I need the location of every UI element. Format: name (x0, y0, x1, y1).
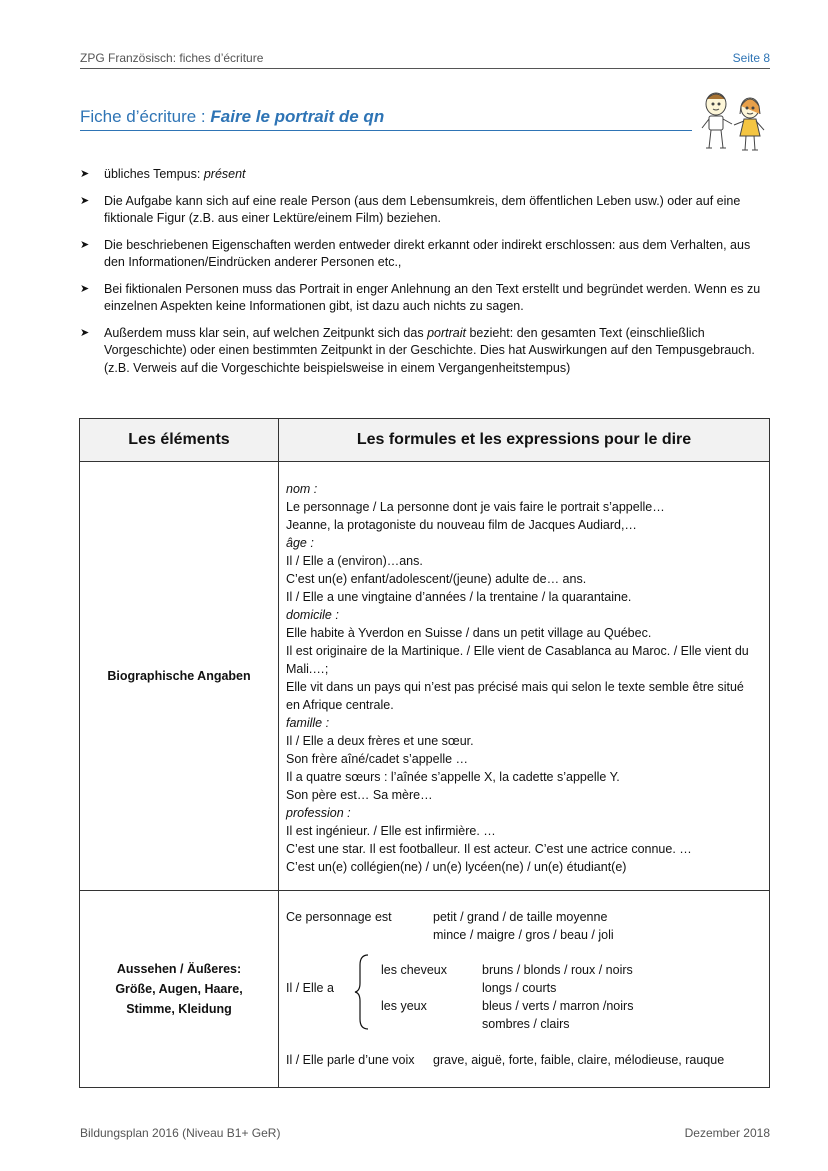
il-elle-a-text: Il / Elle a (286, 981, 334, 995)
expression-line: C’est une star. Il est footballeur. Il est acteur. C’est une actrice connue. … (286, 842, 692, 856)
children-illustration (694, 88, 774, 160)
cheveux-text: les cheveux (381, 963, 448, 977)
expression-line: C’est un(e) collégien(ne) / un(e) lycéen(ne) / un(e) étudiant(e) (286, 860, 627, 874)
eye-adjectives: bleus / verts / marron /noirs (482, 999, 634, 1013)
page-number: Seite 8 (732, 51, 770, 65)
biography-lines (286, 480, 761, 876)
voice-adjectives: grave, aiguë, forte, faible, claire, mélodieuse, rauque (433, 1053, 725, 1067)
title-area (80, 104, 692, 131)
page-footer (80, 1126, 770, 1140)
expression-line: Son père est… Sa mère… (286, 788, 433, 802)
expression-line: Elle habite à Yverdon en Suisse / dans un petit village au Québec. (286, 626, 652, 640)
row-label-biography: Biographische Angaben (80, 462, 279, 891)
list-item: ➤ Die Aufgabe kann sich auf eine reale Person (aus dem Lebensumkreis, dem öffentlichen Leben usw.) oder auf eine fiktionale Figur (z.B. aus einer Lektüre/einem Film) beziehen. (80, 193, 741, 225)
footer-left: Bildungsplan 2016 (Niveau B1+ GeR) (80, 1126, 281, 1140)
arrow-bullet-icon: ➤ (80, 194, 90, 207)
label-line: Größe, Augen, Haare, (115, 982, 243, 996)
footer-right: Dezember 2018 (684, 1126, 770, 1140)
label-line: Aussehen / Äußeres: (116, 962, 242, 976)
arrow-bullet-icon: ➤ (80, 238, 90, 251)
category-label: famille : (286, 716, 330, 730)
list-item: ➤ Bei fiktionalen Personen muss das Portrait in enger Anlehnung an den Text erstellt und begründet werden. Wenn es zu einzelnen Aspekten keine Informationen gibt, ist dazu auch nichts zu sagen. (80, 281, 761, 313)
adjectives-line: mince / maigre / gros / beau / joli (433, 928, 614, 942)
brace-icon (354, 953, 372, 1031)
title-prefix: Fiche d’écriture : (80, 107, 211, 126)
col-header-formulas: Les formules et les expressions pour le dire (279, 419, 770, 462)
page-title (80, 107, 692, 127)
arrow-bullet-icon: ➤ (80, 326, 90, 339)
category-label: domicile : (286, 608, 339, 622)
expression-line: Il / Elle a (environ)…ans. (286, 554, 423, 568)
category-label: nom : (286, 482, 318, 496)
expression-line: Il / Elle a deux frères et une sœur. (286, 734, 474, 748)
expression-line: Jeanne, la protagoniste du nouveau film de Jacques Audiard,… (286, 518, 637, 532)
expression-line: Le personnage / La personne dont je vais faire le portrait s’appelle… (286, 500, 665, 514)
category-label: profession : (286, 806, 351, 820)
page-header (80, 50, 770, 69)
yeux-text: les yeux (381, 999, 427, 1013)
hair-adjectives: longs / courts (482, 981, 557, 995)
list-item: ➤ übliches Tempus: présent (80, 166, 770, 184)
expression-line: Il est originaire de la Martinique. / Elle vient de Casablanca au Maroc. / Elle vient du Mali.…; (286, 644, 749, 676)
expression-line: Elle vit dans un pays qui n’est pas précisé mais qui selon le texte semble être situé en Afrique centrale. (286, 680, 744, 712)
expression-line: Il est ingénieur. / Elle est infirmière. … (286, 824, 496, 838)
voix-text: Il / Elle parle d’une voix (286, 1053, 415, 1067)
expression-line: Son frère aîné/cadet s’appelle … (286, 752, 469, 766)
arrow-bullet-icon: ➤ (80, 168, 90, 180)
expressions-table (79, 418, 770, 1088)
list-item: ➤ Die beschriebenen Eigenschaften werden entweder direkt erkannt oder indirekt erschlossen: aus dem Verhalten, aus den Informationen/Eindrücken anderer Personen etc., (80, 237, 751, 269)
instruction-list (80, 166, 770, 386)
adjectives-line: petit / grand / de taille moyenne (433, 910, 608, 924)
eye-adjectives: sombres / clairs (482, 1017, 570, 1031)
label-line: Stimme, Kleidung (126, 1002, 232, 1016)
table-row (80, 891, 770, 1088)
personnage-est-text: Ce personnage est (286, 910, 392, 924)
list-item: ➤ Außerdem muss klar sein, auf welchen Zeitpunkt sich das portrait bezieht: den gesamten Text (einschließlich Vorgeschichte) oder einen bestimmten Zeitpunkt in der Geschichte. Dies hat Auswirkungen auf den Tempusgebrauch. (z.B. Verweis auf die Vorgeschichte beispielsweise in einem Vergangenheitstempus) (80, 325, 755, 375)
arrow-bullet-icon: ➤ (80, 282, 90, 295)
table-row (80, 462, 770, 891)
biography-cell (279, 462, 770, 891)
header-left: ZPG Französisch: fiches d’écriture (80, 51, 264, 65)
row-label-appearance (80, 891, 279, 1088)
title-emphasis: Faire le portrait de qn (210, 107, 385, 126)
expression-line: C’est un(e) enfant/adolescent/(jeune) adulte de… ans. (286, 572, 587, 586)
appearance-cell (279, 891, 770, 1088)
col-header-elements: Les éléments (80, 419, 279, 462)
expression-line: Il / Elle a une vingtaine d’années / la trentaine / la quarantaine. (286, 590, 632, 604)
table-header-row (80, 419, 770, 462)
category-label: âge : (286, 536, 314, 550)
expression-line: Il a quatre sœurs : l’aînée s’appelle X, la cadette s’appelle Y. (286, 770, 620, 784)
hair-adjectives: bruns / blonds / roux / noirs (482, 963, 633, 977)
